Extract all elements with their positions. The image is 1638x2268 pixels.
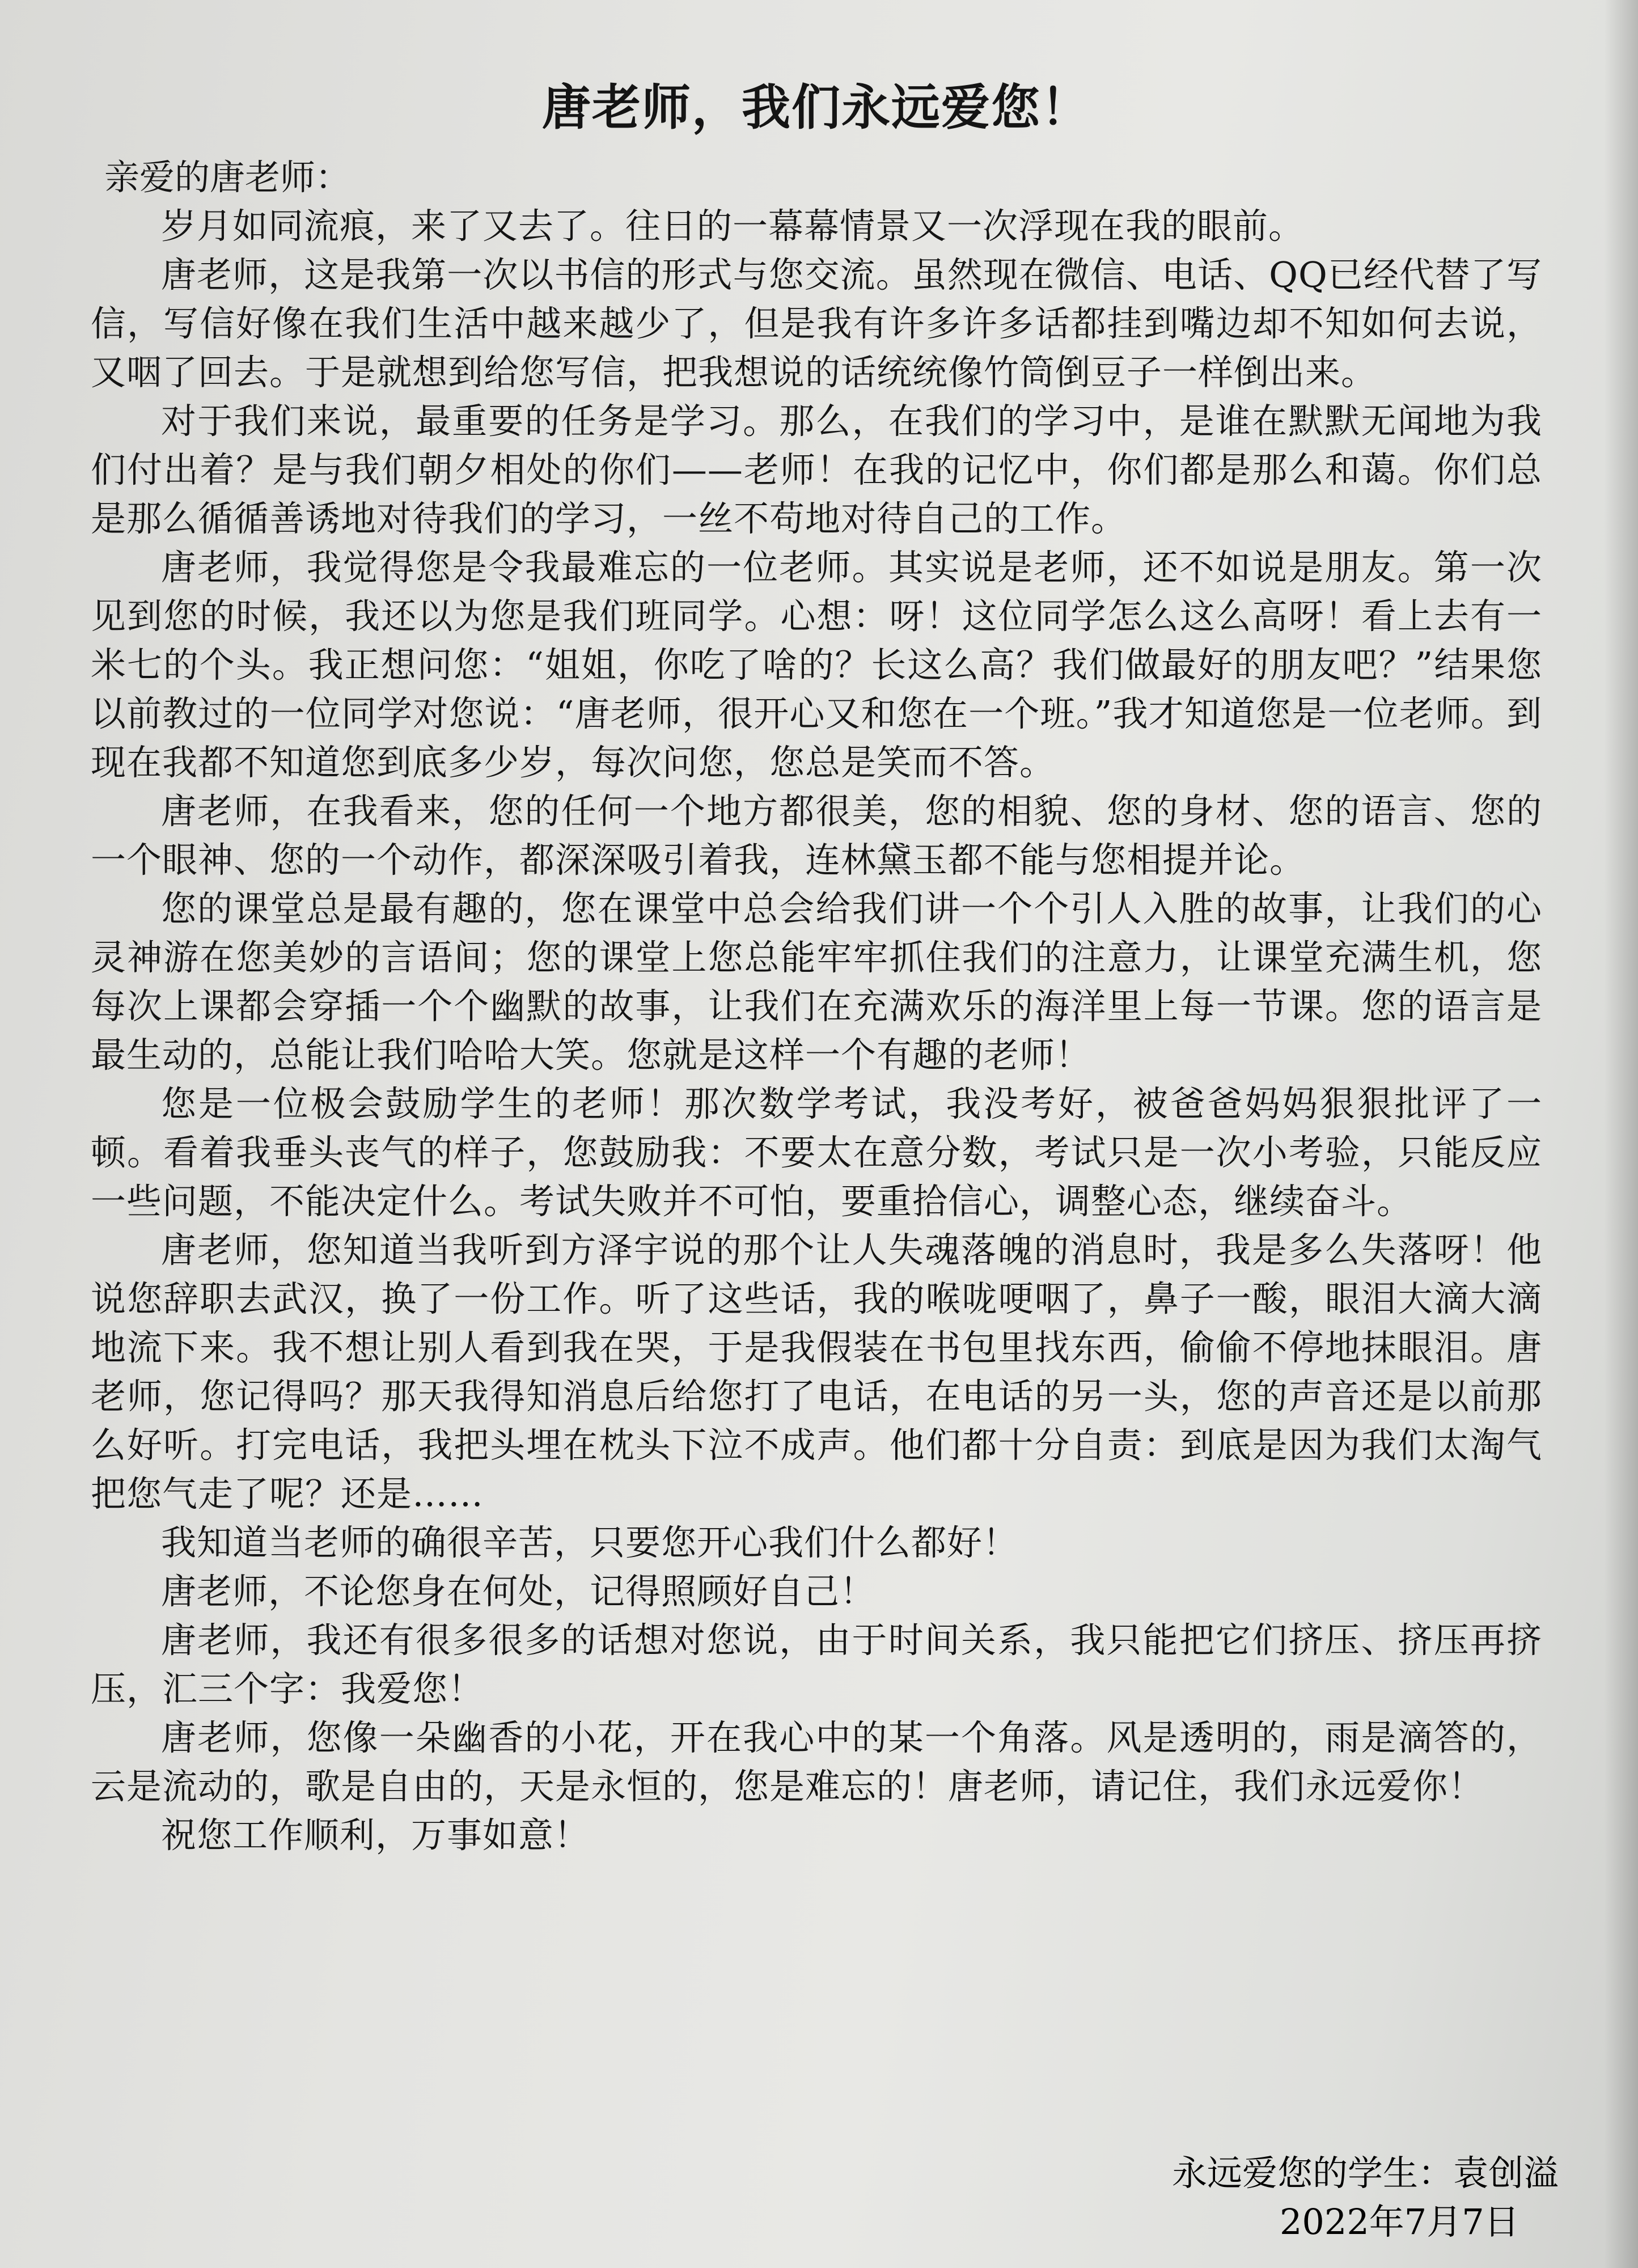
letter-salutation: 亲爱的唐老师： [104, 156, 351, 198]
paragraph-5: 唐老师，在我看来，您的任何一个地方都很美，您的相貌、您的身材、您的语言、您的一个眼神、您的一个动作，都深深吸引着我，连林黛玉都不能与您相提并论。 [91, 790, 1542, 881]
paragraph-12: 唐老师，您像一朵幽香的小花，开在我心中的某一个角落。风是透明的，雨是滴答的，云是流动的，歌是自由的，天是永恒的，您是难忘的！唐老师，请记住，我们永远爱你！ [91, 1717, 1542, 1807]
paragraph-11: 唐老师，我还有很多很多的话想对您说，由于时间关系，我只能把它们挤压、挤压再挤压，汇三个字：我爱您！ [91, 1619, 1542, 1710]
page-edge-shadow [1604, 0, 1638, 2268]
letter-body [91, 68, 1542, 1860]
letter-date: 2022年7月7日 [1279, 2201, 1520, 2242]
paragraph-4: 唐老师，我觉得您是令我最难忘的一位老师。其实说是老师，还不如说是朋友。第一次见到您的时候，我还以为您是我们班同学。心想：呀！这位同学怎么这么高呀！看上去有一米七的个头。我正想问您：“姐姐，你吃了啥的？长这么高？我们做最好的朋友吧？”结果您以前教过的一位同学对您说：“唐老师，很开心又和您在一个班。”我才知道您是一位老师。到现在我都不知道您到底多少岁，每次问您，您总是笑而不答。 [91, 547, 1542, 783]
signature: 永远爱您的学生：袁创溢 [1171, 2152, 1559, 2194]
paragraph-9: 我知道当老师的确很辛苦，只要您开心我们什么都好！ [161, 1522, 1019, 1563]
paragraph-1: 岁月如同流痕，来了又去了。往日的一幕幕情景又一次浮现在我的眼前。 [161, 205, 1305, 247]
paragraph-6: 您的课堂总是最有趣的，您在课堂中总会给我们讲一个个引人入胜的故事，让我们的心灵神游在您美妙的言语间；您的课堂上您总能牢牢抓住我们的注意力，让课堂充满生机，您每次上课都会穿插一个个幽默的故事，让我们在充满欢乐的海洋里上每一节课。您的语言是最生动的，总能让我们哈哈大笑。您就是这样一个有趣的老师！ [91, 888, 1542, 1076]
closing-wish: 祝您工作顺利，万事如意！ [161, 1814, 590, 1856]
paragraph-10: 唐老师，不论您身在何处，记得照顾好自己！ [161, 1571, 876, 1612]
signature-block [1172, 2149, 1559, 2246]
letter-title: 唐老师，我们永远爱您！ [542, 79, 1091, 136]
paragraph-8: 唐老师，您知道当我听到方泽宇说的那个让人失魂落魄的消息时，我是多么失落呀！他说您辞职去武汉，换了一份工作。听了这些话，我的喉咙哽咽了，鼻子一酸，眼泪大滴大滴地流下来。我不想让别人看到我在哭，于是我假装在书包里找东西，偷偷不停地抹眼泪。唐老师，您记得吗？那天我得知消息后给您打了电话，在电话的另一头，您的声音还是以前那么好听。打完电话，我把头埋在枕头下泣不成声。他们都十分自责：到底是因为我们太淘气把您气走了呢？还是…… [91, 1229, 1542, 1514]
paragraph-7: 您是一位极会鼓励学生的老师！那次数学考试，我没考好，被爸爸妈妈狠狠批评了一顿。看着我垂头丧气的样子，您鼓励我：不要太在意分数，考试只是一次小考验，只能反应一些问题，不能决定什么。考试失败并不可怕，要重拾信心，调整心态，继续奋斗。 [91, 1083, 1542, 1222]
paragraph-3: 对于我们来说，最重要的任务是学习。那么，在我们的学习中，是谁在默默无闻地为我们付出着？是与我们朝夕相处的你们——老师！在我的记忆中，你们都是那么和蔼。你们总是那么循循善诱地对待我们的学习，一丝不苟地对待自己的工作。 [91, 400, 1542, 539]
paragraph-2: 唐老师，这是我第一次以书信的形式与您交流。虽然现在微信、电话、QQ已经代替了写信，写信好像在我们生活中越来越少了，但是我有许多许多话都挂到嘴边却不知如何去说，又咽了回去。于是就想到给您写信，把我想说的话统统像竹筒倒豆子一样倒出来。 [91, 254, 1542, 393]
